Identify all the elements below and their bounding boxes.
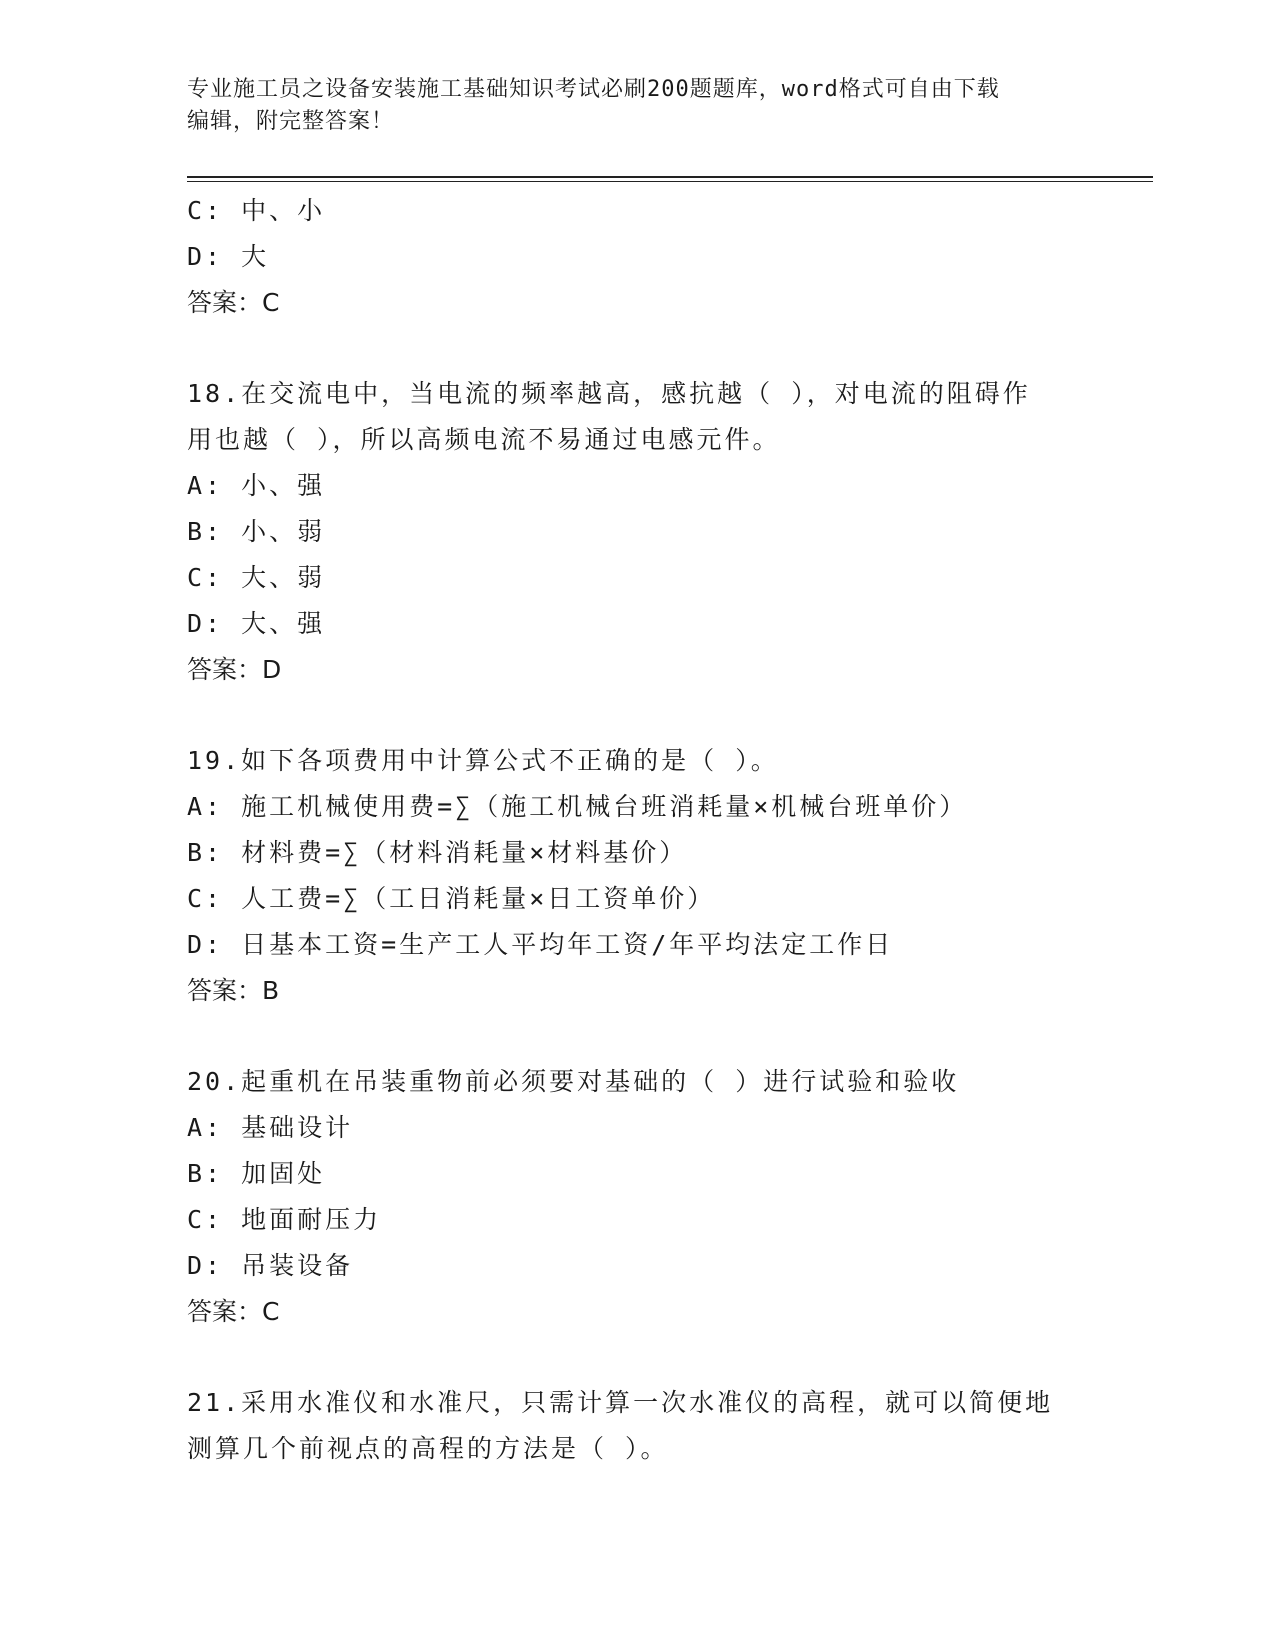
option-a: A: 小、强: [187, 471, 326, 500]
option-c: C: 人工费=∑（工日消耗量×日工资单价）: [187, 884, 716, 913]
option-b: B: 小、弱: [187, 517, 326, 546]
option-c: C: 大、弱: [187, 563, 326, 592]
option-d: D: 大: [187, 242, 270, 271]
question-text-line: 测算几个前视点的高程的方法是（ ）。: [187, 1434, 669, 1463]
question-17-tail: [187, 188, 1087, 326]
document-body: [187, 188, 1087, 1472]
answer-line: 答案：D: [187, 655, 282, 684]
question-text-line: 19.如下各项费用中计算公式不正确的是（ ）。: [187, 746, 779, 775]
question-text-line: 21.采用水准仪和水准尺，只需计算一次水准仪的高程，就可以简便地: [187, 1388, 1054, 1417]
option-d: D: 日基本工资=生产工人平均年工资/年平均法定工作日: [187, 930, 894, 959]
option-b: B: 材料费=∑（材料消耗量×材料基价）: [187, 838, 688, 867]
option-b: B: 加固处: [187, 1159, 326, 1188]
document-header: [187, 74, 1087, 138]
question-21: [187, 1380, 1087, 1472]
option-c: C: 地面耐压力: [187, 1205, 382, 1234]
header-rule-thin: [187, 181, 1153, 182]
option-a: A: 基础设计: [187, 1113, 354, 1142]
header-rule-thick: [187, 176, 1153, 178]
header-line-1: 专业施工员之设备安装施工基础知识考试必刷200题题库，word格式可自由下载: [187, 77, 1000, 102]
option-a: A: 施工机械使用费=∑（施工机械台班消耗量×机械台班单价）: [187, 792, 968, 821]
question-text-line: 用也越（ ），所以高频电流不易通过电感元件。: [187, 425, 781, 454]
question-19: [187, 738, 1087, 1014]
question-20: [187, 1059, 1087, 1335]
option-d: D: 大、强: [187, 609, 326, 638]
option-d: D: 吊装设备: [187, 1251, 354, 1280]
answer-line: 答案：C: [187, 1297, 280, 1326]
header-line-2: 编辑，附完整答案！: [187, 109, 395, 134]
question-text-line: 20.起重机在吊装重物前必须要对基础的（ ）进行试验和验收: [187, 1067, 960, 1096]
answer-line: 答案：C: [187, 288, 280, 317]
question-text-line: 18.在交流电中，当电流的频率越高，感抗越（ ），对电流的阻碍作: [187, 379, 1031, 408]
question-18: [187, 371, 1087, 693]
answer-line: 答案：B: [187, 976, 280, 1005]
option-c: C: 中、小: [187, 196, 326, 225]
